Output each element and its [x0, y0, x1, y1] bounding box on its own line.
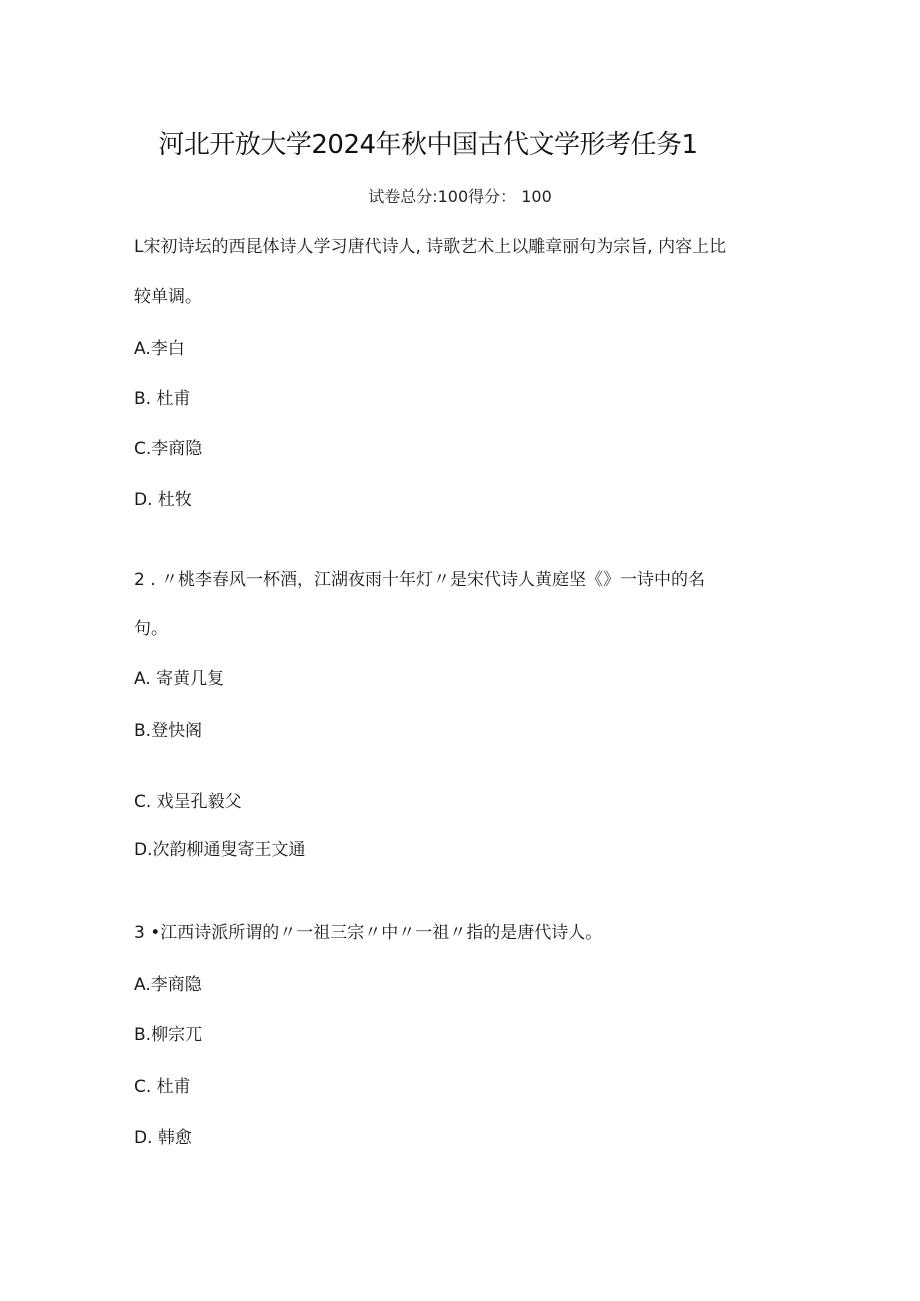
- question-1-option-b: B. 杜甫: [134, 389, 191, 409]
- question-3-option-c: C. 杜甫: [134, 1077, 191, 1097]
- score-line: 试卷总分:100得分： 100: [368, 187, 552, 206]
- question-2-text-line-2: 句。: [134, 619, 168, 639]
- question-2-option-d: D.次韵柳通叟寄王文通: [134, 840, 306, 860]
- question-1-text-line-1: L宋初诗坛的西昆体诗人学习唐代诗人, 诗歌艺术上以雕章丽句为宗旨, 内容上比: [134, 237, 727, 257]
- question-2-option-a: A. 寄黄几复: [134, 669, 225, 689]
- question-2-text-line-1: 2 . 〃桃李春风一杯酒，江湖夜雨十年灯〃是宋代诗人黄庭坚《》一诗中的名: [134, 570, 706, 590]
- question-2-option-b: B.登快阁: [134, 721, 203, 741]
- question-3-option-b: B.柳宗兀: [134, 1025, 203, 1045]
- question-3-text-line-1: 3 •江西诗派所谓的〃一祖三宗〃中〃一祖〃指的是唐代诗人。: [134, 923, 603, 943]
- question-2-option-c: C. 戏呈孔毅父: [134, 792, 242, 812]
- question-1-option-c: C.李商隐: [134, 439, 203, 459]
- question-1-option-a: A.李白: [134, 339, 185, 359]
- question-3-option-a: A.李商隐: [134, 975, 202, 995]
- page-title: 河北开放大学2024年秋中国古代文学形考任务1: [158, 130, 698, 160]
- question-1-text-line-2: 较单调。: [134, 287, 202, 307]
- question-3-option-d: D. 韩愈: [134, 1128, 192, 1148]
- question-1-option-d: D. 杜牧: [134, 490, 192, 510]
